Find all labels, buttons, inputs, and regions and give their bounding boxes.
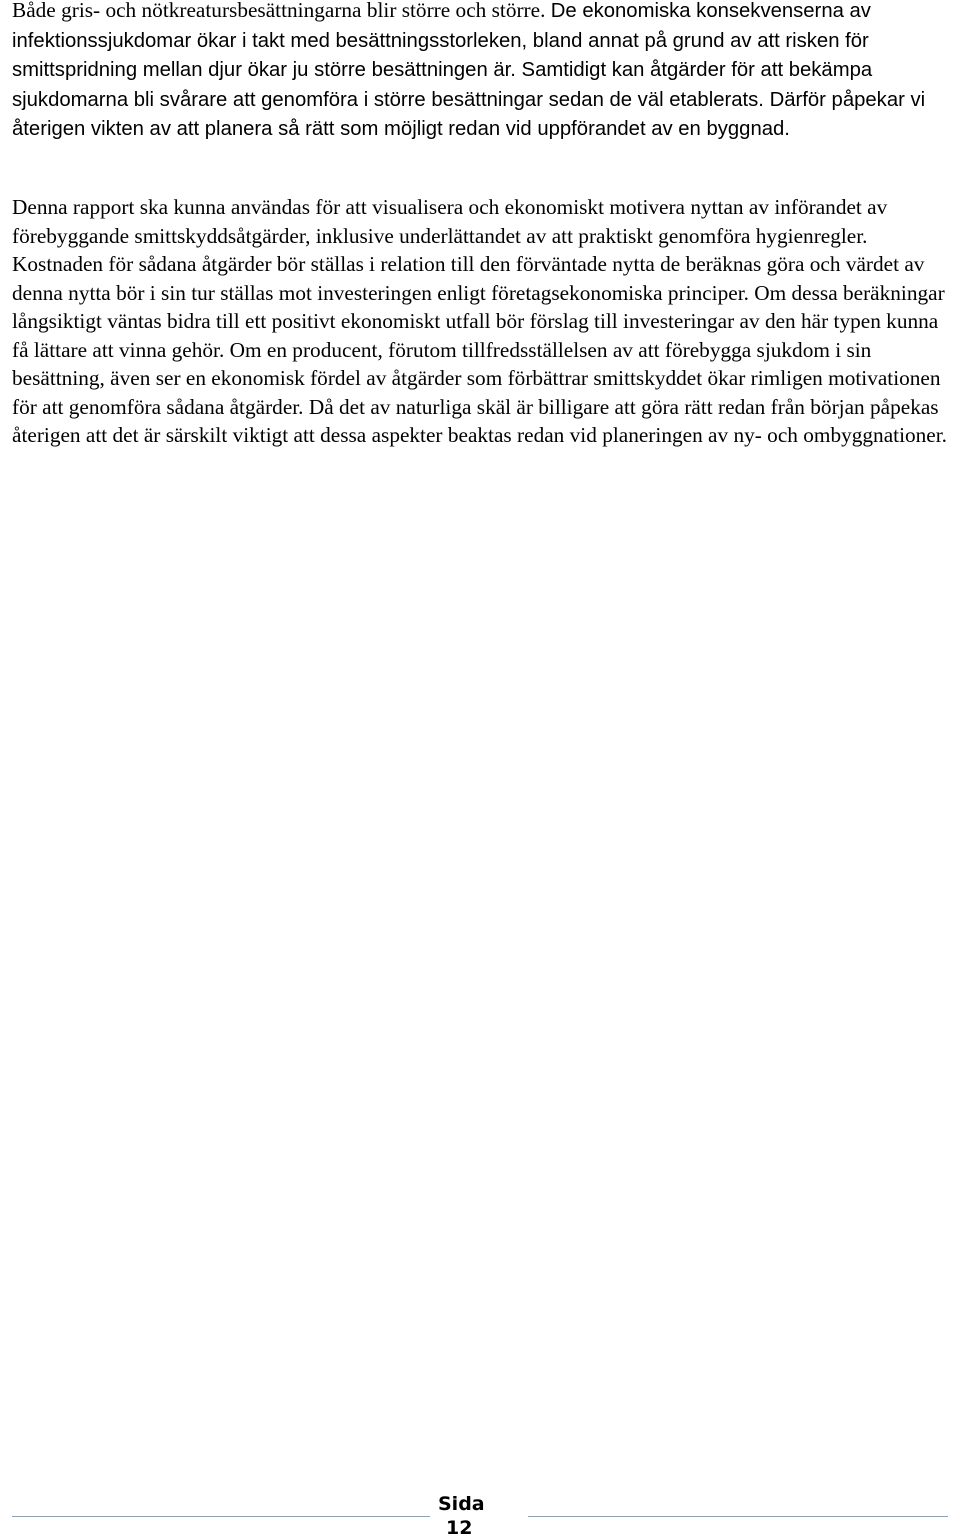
page-number-label	[438, 1492, 518, 1540]
paragraph-intro-sentence-4: Därför påpekar vi återigen vikten av att planera så rätt som möjligt redan vid uppförandet av en byggnad.	[12, 88, 926, 140]
page-number: 12	[446, 1517, 473, 1539]
paragraph-intro-sentence-3: Samtidigt kan åtgärder för att bekämpa sjukdomarna bli svårare att genomföra i större besättningar sedan de väl etablerats.	[12, 59, 873, 111]
page-footer	[0, 1486, 960, 1538]
paragraph-intro	[12, 0, 948, 144]
page-label-text: Sida	[438, 1493, 485, 1515]
paragraph-report-purpose: Denna rapport ska kunna användas för att visualisera och ekonomiskt motivera nyttan av införandet av förebyggande smittskyddsåtgärder, inklusive underlättandet av att praktiskt genomföra hygienregler. Kostnaden för sådana åtgärder bör ställas i relation till den förväntade nytta de beräknas göra och värdet av denna nytta bör i sin tur ställas mot investeringen enligt företagsekonomiska principer. Om dessa beräkningar långsiktigt väntas bidra till ett positivt ekonomiskt utfall bör förslag till investeringar av den här typen kunna få lättare att vinna gehör. Om en producent, förutom tillfredsställelsen av att förebygga sjukdom i sin besättning, även ser en ekonomisk fördel av åtgärder som förbättrar smittskyddet ökar rimligen motivationen för att genomföra sådana åtgärder. Då det av naturliga skäl är billigare att göra rätt redan från början påpekas återigen att det är särskilt viktigt att dessa aspekter beaktas redan vid planeringen av ny- och ombyggnationer.	[12, 195, 947, 447]
footer-rule-right	[528, 1516, 948, 1517]
paragraph-intro-sentence-2: De ekonomiska konsekvenserna av infektionssjukdomar ökar i takt med besättningsstorleken, bland annat på grund av att risken för smittspridning mellan djur ökar ju större besättningen är.	[12, 0, 871, 81]
paragraph-intro-sentence-1: Både gris- och nötkreatursbesättningarna blir större och större.	[12, 0, 551, 22]
footer-rule-left	[12, 1516, 430, 1517]
